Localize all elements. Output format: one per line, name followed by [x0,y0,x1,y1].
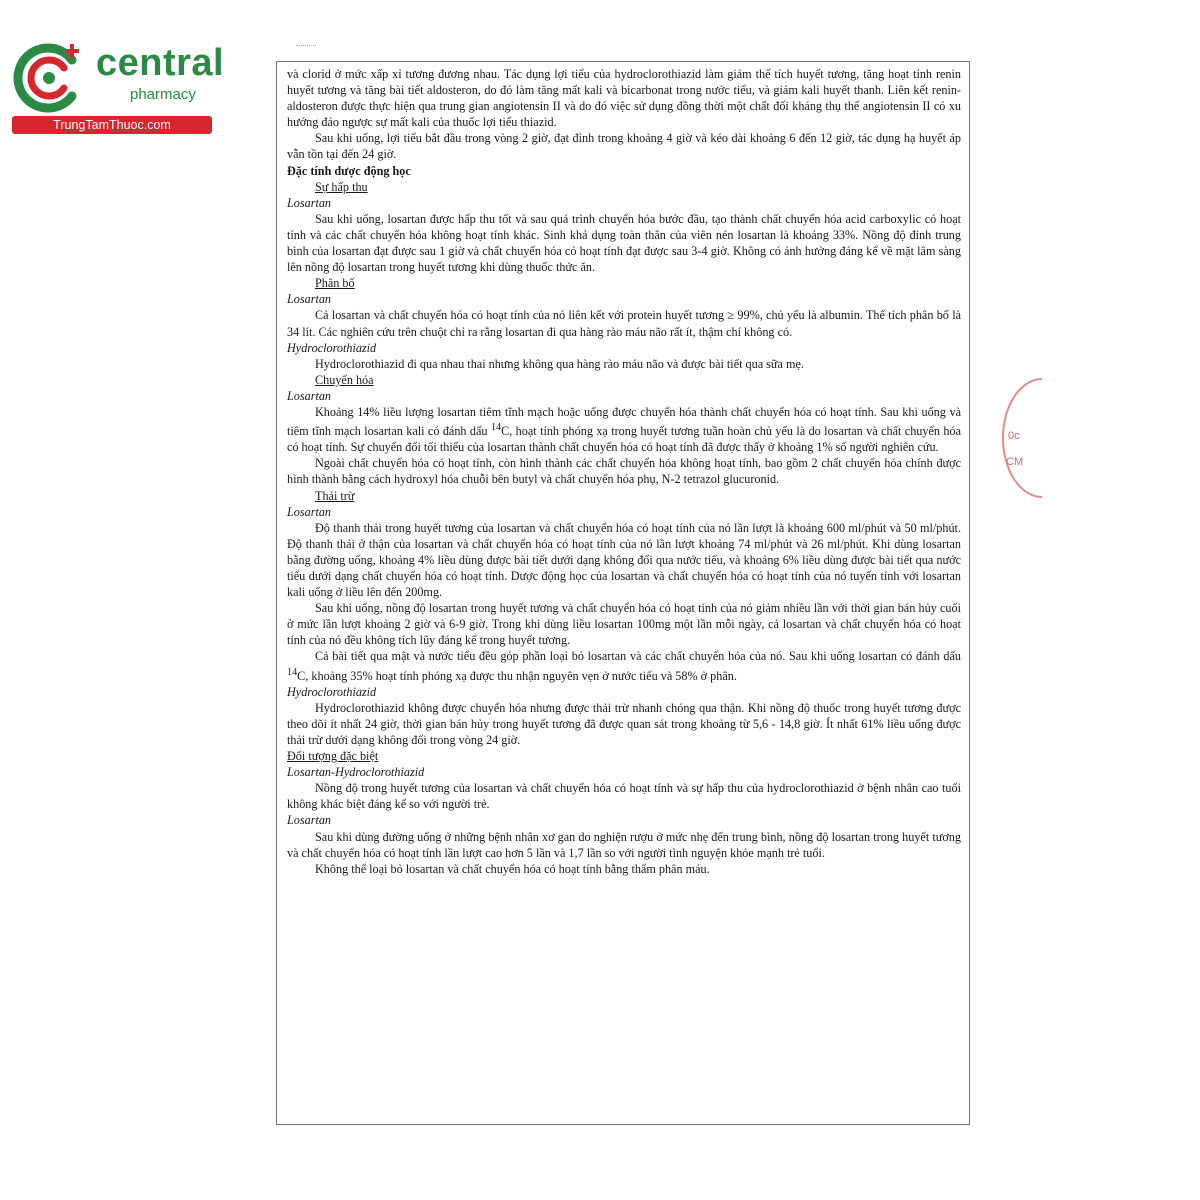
red-stamp [1002,378,1042,498]
paragraph: Hydroclorothiazid đi qua nhau thai nhưng không qua hàng rào máu não và được bài tiết qua sữa mẹ. [315,356,804,371]
drug-label: Losartan [287,292,332,307]
text-run: Khoảng 14% liều lượng losartan tiêm tĩnh mạch hoặc uống được chuyển hóa thành chất chuyển hóa có hoạt tính. Sau khi uống và tiêm tĩnh mạch losartan kali có đánh dấu [287,404,961,439]
paragraph: Độ thanh thải trong huyết tương của losartan và chất chuyển hóa có hoạt tính của nó lần lượt là khoảng 600 ml/phút và 50 ml/phút. Độ thanh thải ở thận của losartan và chất chuyển hóa có hoạt tính của nó lần lượt khoảng 74 ml/phút và 26 ml/phút. Khi dùng losartan bằng đường uống, khoảng 4% liều dùng được bài tiết dưới dạng không đổi qua nước tiểu, và khoảng 6% liều dùng được bài tiết qua nước tiểu dưới dạng chất chuyển hóa có hoạt tính. Dược động học của losartan và chất chuyển hóa có hoạt tính của nó tuyến tính với losartan kali uống ở liều lên đến 200mg. [287,520,961,600]
superscript: 14 [287,666,298,678]
subsection-heading: Phân bố [315,276,355,291]
superscript: 14 [490,422,502,434]
subsection-heading: Đối tượng đặc biệt [287,749,379,764]
paragraph: Ngoài chất chuyển hóa có hoạt tính, còn hình thành các chất chuyển hóa không hoạt tính, bao gồm 2 chất chuyển hóa chính được hình thành bằng cách hydroxyl hóa chuỗi bên butyl và chất chuyển hóa phụ, N-2 tetrazol glucuronid. [287,456,961,487]
drug-label: Hydroclorothiazid [287,340,377,355]
paragraph [287,404,961,455]
brand-logo [10,38,225,138]
drug-label: Losartan-Hydroclorothiazid [287,765,425,780]
drug-label: Losartan [287,504,332,519]
brand-site: TrungTamThuoc.com [12,116,212,134]
stamp-text: 0c [1008,430,1020,442]
paragraph: Cả losartan và chất chuyển hóa có hoạt tính của nó liên kết với protein huyết tương ≥ 99%, chủ yếu là albumin. Thể tích phân bố là 34 lít. Các nghiên cứu trên chuột chỉ ra rằng losartan đi qua hàng rào máu não rất ít, thậm chí không có. [287,308,961,339]
paragraph: Nồng độ trong huyết tương của losartan và chất chuyển hóa có hoạt tính và sự hấp thu của hydroclorothiazid ở bệnh nhân cao tuổi không khác biệt đáng kể so với người trẻ. [287,781,961,812]
paragraph: Không thể loại bỏ losartan và chất chuyển hóa có hoạt tính bằng thẩm phân máu. [315,861,710,876]
paragraph: Sau khi uống, losartan được hấp thu tốt và sau quá trình chuyển hóa bước đầu, tạo thành chất chuyển hóa acid carboxylic có hoạt tính và các chất chuyển hóa không hoạt tính khác. Sinh khả dụng toàn thân của viên nén losartan là khoảng 33%. Nồng độ đỉnh trung bình của losartan đạt được sau 1 giờ và chất chuyển hóa có hoạt tính đạt được sau 3-4 giờ. Không có ảnh hưởng đáng kể về mặt lâm sàng lên nồng độ losartan trong huyết tương khi dùng thuốc thức ăn. [287,211,961,275]
stamp-text: CM [1006,456,1024,468]
brand-name: central [96,42,225,84]
paragraph: Sau khi dùng đường uống ở những bệnh nhân xơ gan do nghiện rượu ở mức nhẹ đến trung bình, nồng độ losartan trong huyết tương và chất chuyển hóa có hoạt tính lần lượt cao hơn 5 lần và 1,7 lần so với người tình nguyện khỏe mạnh trẻ tuổi. [287,829,961,860]
document-body [287,66,961,877]
drug-label: Losartan [287,813,332,828]
document-page [276,61,970,1125]
text-run: C, hoạt tính phóng xạ trong huyết tương tuần hoàn chủ yếu là do losartan và chất chuyển hóa có hoạt tính. Sự chuyển đổi tối thiểu của losartan thành chất chuyển hóa có hoạt tính đã được thấy ở khoảng 1% số người nghiên cứu. [287,424,961,455]
text-run: C, khoảng 35% hoạt tính phóng xạ được thu nhận nguyên vẹn ở nước tiểu và 58% ở phân. [297,668,737,683]
subsection-heading: Chuyển hóa [315,372,374,387]
drug-label: Hydroclorothiazid [287,684,377,699]
text-run: Cả bài tiết qua mật và nước tiểu đều góp phần loại bỏ losartan và các chất chuyển hóa của nó. Sau khi uống losartan có đánh dấu [315,649,961,664]
section-heading: Đặc tính dược động học [287,163,411,178]
paragraph [287,648,961,683]
central-pharmacy-logo-icon [10,38,90,118]
scan-mark [296,45,316,52]
paragraph: Hydroclorothiazid không được chuyển hóa nhưng được thải trừ nhanh chóng qua thận. Khi nồng độ thuốc trong huyết tương được theo dõi ít nhất 24 giờ, thời gian bán hủy trong huyết tương đã được quan sát trong khoảng từ 5,6 - 14,8 giờ. Ít nhất 61% liều uống được thải trừ dưới dạng không đổi trong vòng 24 giờ. [287,700,961,747]
subsection-heading: Thải trừ [315,488,355,503]
paragraph: Sau khi uống, lợi tiểu bắt đầu trong vòng 2 giờ, đạt đỉnh trong khoảng 4 giờ và kéo dài khoảng 6 đến 12 giờ, tác dụng hạ huyết áp vẫn tồn tại đến 24 giờ. [287,131,961,162]
drug-label: Losartan [287,195,332,210]
subsection-heading: Sự hấp thu [315,179,368,194]
paragraph: và clorid ở mức xấp xỉ tương đương nhau. Tác dụng lợi tiểu của hydroclorothiazid làm giảm thể tích huyết tương, tăng hoạt tính renin huyết tương và tăng bài tiết aldosteron, do đó làm tăng mất kali và bicarbonat trong nước tiểu, và giảm kali huyết thanh. Liên kết renin-aldosteron được thực hiện qua trung gian angiotensin II và do đó việc sử dụng đồng thời một chất đối kháng thụ thể angiotensin II có xu hướng đảo ngược sự mất kali của thuốc lợi tiểu thiazid. [287,67,961,130]
paragraph: Sau khi uống, nồng độ losartan trong huyết tương và chất chuyển hóa có hoạt tính của nó giảm nhiều lần với thời gian bán hủy cuối ở mức lần lượt khoảng 2 giờ và 6-9 giờ. Trong khi dùng liều losartan 100mg một lần mỗi ngày, cả losartan và chất chuyển hóa có hoạt tính của nó đều không tích lũy đáng kể trong huyết tương. [287,601,961,648]
drug-label: Losartan [287,388,332,403]
brand-sub: pharmacy [130,86,196,103]
